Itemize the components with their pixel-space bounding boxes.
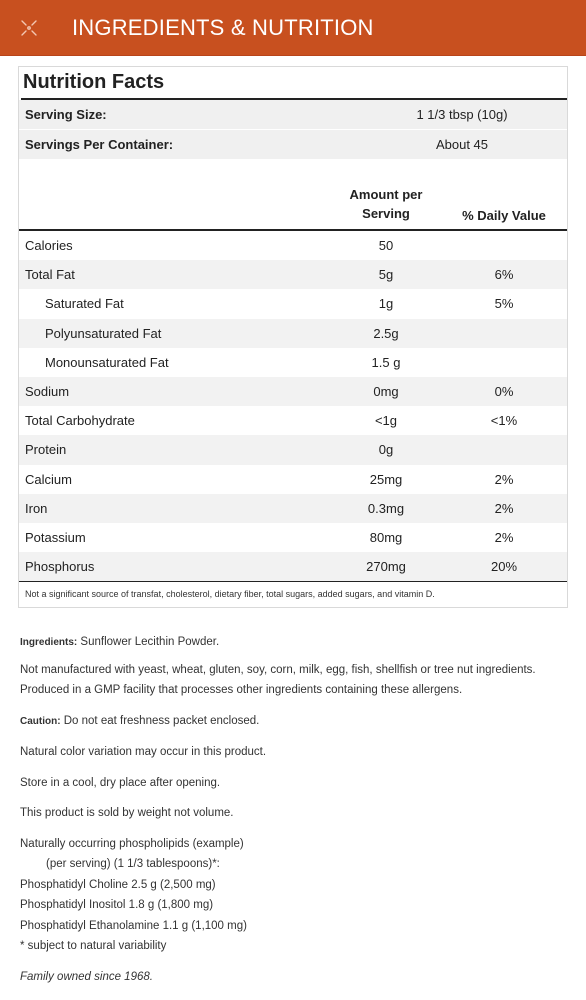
nutrient-dv: 2% xyxy=(494,471,514,487)
phospholipids-intro: Naturally occurring phospholipids (example) xyxy=(20,837,244,850)
ingredients-label: Ingredients: xyxy=(20,637,78,649)
weight-note-text: This product is sold by weight not volume. xyxy=(20,807,234,820)
nutrient-dv: 2% xyxy=(494,529,514,545)
nutrient-amount: <1g xyxy=(374,413,398,429)
serving-size-label: Serving Size: xyxy=(25,107,107,122)
nutrient-name: Iron xyxy=(25,500,48,516)
serving-size-row xyxy=(19,100,567,129)
phospholipids-paragraph xyxy=(20,834,566,957)
nutrient-row-polyunsaturated-fat xyxy=(19,319,567,348)
servings-per-container-label: Servings Per Container: xyxy=(25,137,174,152)
caution-paragraph xyxy=(20,711,566,733)
servings-per-container-row xyxy=(19,130,567,159)
serving-size-value: 1 1/3 tbsp (10g) xyxy=(416,107,508,122)
nutrient-row-total-fat xyxy=(19,260,567,289)
nutrition-footnote: Not a significant source of transfat, cholesterol, dietary fiber, total sugars, added sugars, and vitamin D. xyxy=(19,581,567,607)
nutrient-row-protein xyxy=(19,435,567,464)
caution-label: Caution: xyxy=(20,715,61,727)
phosphatidyl-choline: Phosphatidyl Choline 2.5 g (2,500 mg) xyxy=(20,878,216,891)
ingredients-paragraph xyxy=(20,632,566,654)
amount-header-line1: Amount per xyxy=(349,187,423,202)
nutrient-amount: 0mg xyxy=(373,384,399,400)
amount-header-line2: Serving xyxy=(362,206,410,221)
nutrient-row-monounsaturated-fat xyxy=(19,348,567,377)
nutrient-amount: 0g xyxy=(378,442,394,458)
allergen-line1: Not manufactured with yeast, wheat, gluten, soy, corn, milk, egg, fish, shellfish or tree nut ingredients. xyxy=(20,663,536,676)
nutrient-amount: 50 xyxy=(378,238,394,254)
servings-per-container-value: About 45 xyxy=(435,137,489,152)
nutrient-amount: 1g xyxy=(378,296,394,312)
ingredients-text: Sunflower Lecithin Powder. xyxy=(77,636,220,649)
nutrient-row-total-carbohydrate xyxy=(19,406,567,435)
nutrient-name: Phosphorus xyxy=(25,559,95,575)
variability-note: * subject to natural variability xyxy=(20,940,167,953)
nutrient-row-iron xyxy=(19,494,567,523)
amount-per-serving-header xyxy=(331,185,441,223)
nutrient-amount: 1.5 g xyxy=(371,354,401,370)
nutrient-row-sodium xyxy=(19,377,567,406)
nutrient-row-calories xyxy=(19,231,567,260)
nutrient-amount: 5g xyxy=(378,267,394,283)
section-header[interactable] xyxy=(0,0,586,56)
product-info xyxy=(0,608,586,987)
nutrient-dv: 6% xyxy=(494,267,514,283)
nutrient-amount: 80mg xyxy=(369,529,403,545)
storage-text: Store in a cool, dry place after opening. xyxy=(20,776,221,789)
nutrient-dv: 5% xyxy=(494,296,514,312)
color-variation-text: Natural color variation may occur in this product. xyxy=(20,746,267,759)
nutrient-amount: 25mg xyxy=(369,471,403,487)
nutrition-facts-title: Nutrition Facts xyxy=(21,67,567,100)
nutrient-row-phosphorus xyxy=(19,552,567,581)
nutrient-dv: 0% xyxy=(494,384,514,400)
daily-value-header: % Daily Value xyxy=(462,208,546,223)
nutrient-name: Monounsaturated Fat xyxy=(45,354,169,370)
nutrient-name: Potassium xyxy=(25,529,86,545)
phospholipids-serving: (per serving) (1 1/3 tablespoons)*: xyxy=(46,858,220,871)
nutrient-name: Calories xyxy=(25,238,73,254)
nutrient-row-potassium xyxy=(19,523,567,552)
allergen-paragraph xyxy=(20,660,566,701)
close-x-icon[interactable] xyxy=(18,17,40,39)
nutrient-name: Sodium xyxy=(25,384,70,400)
family-owned-text: Family owned since 1968. xyxy=(20,970,153,983)
nutrient-amount: 2.5g xyxy=(373,325,399,341)
nutrient-name: Protein xyxy=(25,442,67,458)
caution-text: Do not eat freshness packet enclosed. xyxy=(60,714,260,727)
nutrient-dv: <1% xyxy=(490,413,518,429)
nutrition-column-headers xyxy=(19,159,567,231)
allergen-line2: Produced in a GMP facility that processes other ingredients containing these allergens. xyxy=(20,684,463,697)
phosphatidyl-ethanolamine: Phosphatidyl Ethanolamine 1.1 g (1,100 mg) xyxy=(20,919,247,932)
nutrient-name: Saturated Fat xyxy=(45,296,124,312)
nutrient-name: Calcium xyxy=(25,471,72,487)
nutrient-name: Polyunsaturated Fat xyxy=(45,325,162,341)
section-title: INGREDIENTS & NUTRITION xyxy=(72,14,374,40)
nutrient-row-calcium xyxy=(19,465,567,494)
nutrient-name: Total Carbohydrate xyxy=(25,413,135,429)
nutrient-amount: 270mg xyxy=(366,559,406,575)
nutrient-row-saturated-fat xyxy=(19,289,567,318)
nutrient-dv: 20% xyxy=(490,559,518,575)
nutrient-amount: 0.3mg xyxy=(367,500,405,516)
nutrient-name: Total Fat xyxy=(25,267,75,283)
nutrition-facts-panel xyxy=(18,66,568,608)
phosphatidyl-inositol: Phosphatidyl Inositol 1.8 g (1,800 mg) xyxy=(20,899,214,912)
nutrient-dv: 2% xyxy=(494,500,514,516)
